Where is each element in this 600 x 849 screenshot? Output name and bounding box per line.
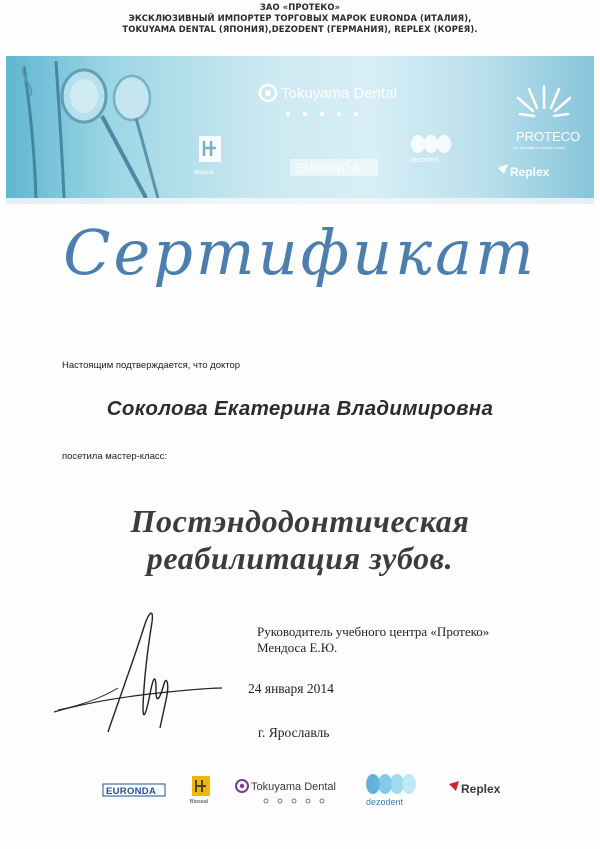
- euronda-banner-text: EURONDA: [296, 161, 360, 175]
- euronda-footer-text: EURONDA: [106, 786, 157, 797]
- proteco-banner-text: PROTECO: [516, 129, 581, 144]
- certificate-title: Сертификат: [63, 216, 537, 289]
- proteco-tagline: Your specialist in infection control: [512, 146, 566, 150]
- tokuyama-footer-text: Tokuyama Dental: [251, 781, 336, 793]
- proteco-banner-logo: [518, 86, 570, 116]
- tokuyama-banner-logo: [260, 85, 397, 116]
- dezodent-banner-logo: [410, 135, 451, 164]
- replex-footer-logo: [449, 781, 501, 796]
- tokuyama-footer-logo: [236, 780, 336, 803]
- bioseal-footer-text: Bioseal: [190, 799, 209, 805]
- bioseal-banner-text: Bioseal: [194, 170, 214, 176]
- dezodent-footer-logo: [366, 774, 416, 807]
- euronda-banner-logo: [290, 159, 378, 176]
- replex-footer-text: Replex: [461, 782, 501, 796]
- footer-logos: [0, 770, 600, 820]
- header-line-3: TOKUYAMA DENTAL (ЯПОНИЯ),DEZODENT (ГЕРМАНИЯ), REPLEX (КОРЕЯ).: [122, 24, 478, 34]
- certificate-date: 24 января 2014: [248, 681, 334, 696]
- certificate-city: г. Ярославль: [258, 725, 330, 740]
- replex-banner-text: Replex: [510, 165, 550, 179]
- attended-text: посетила мастер-класс:: [62, 451, 168, 462]
- doctor-name: Соколова Екатерина Владимировна: [106, 397, 494, 420]
- signer-role: Руководитель учебного центра «Протеко»: [257, 624, 490, 639]
- bioseal-footer-logo: [190, 776, 210, 805]
- dental-instruments-illustration: [23, 61, 158, 198]
- banner-stripe: [6, 198, 594, 204]
- euronda-footer-logo: [103, 784, 165, 797]
- dezodent-footer-text: dezodent: [366, 797, 404, 807]
- handwritten-signature: [48, 602, 238, 740]
- signer-block: [257, 624, 489, 656]
- banner-artwork: [6, 56, 594, 198]
- tokuyama-banner-text: Tokuyama Dental: [281, 85, 397, 102]
- confirm-text: Настоящим подтверждается, что доктор: [62, 360, 241, 371]
- header-line-1: ЗАО «ПРОТЕКО»: [259, 2, 341, 12]
- course-title: [0, 503, 600, 577]
- dezodent-banner-text: dezodent: [410, 157, 439, 164]
- bioseal-banner-logo: [194, 136, 221, 176]
- importer-header: [0, 2, 600, 35]
- signer-name: Мендоса Е.Ю.: [257, 640, 338, 655]
- course-title-line-1: Постэндодонтическая: [130, 503, 470, 539]
- replex-banner-logo: [498, 164, 550, 179]
- course-title-line-2: реабилитация зубов.: [146, 540, 454, 576]
- brand-banner: [6, 56, 594, 198]
- header-line-2: ЭКСКЛЮЗИВНЫЙ ИМПОРТЕР ТОРГОВЫХ МАРОК EURONDA (ИТАЛИЯ),: [128, 13, 472, 23]
